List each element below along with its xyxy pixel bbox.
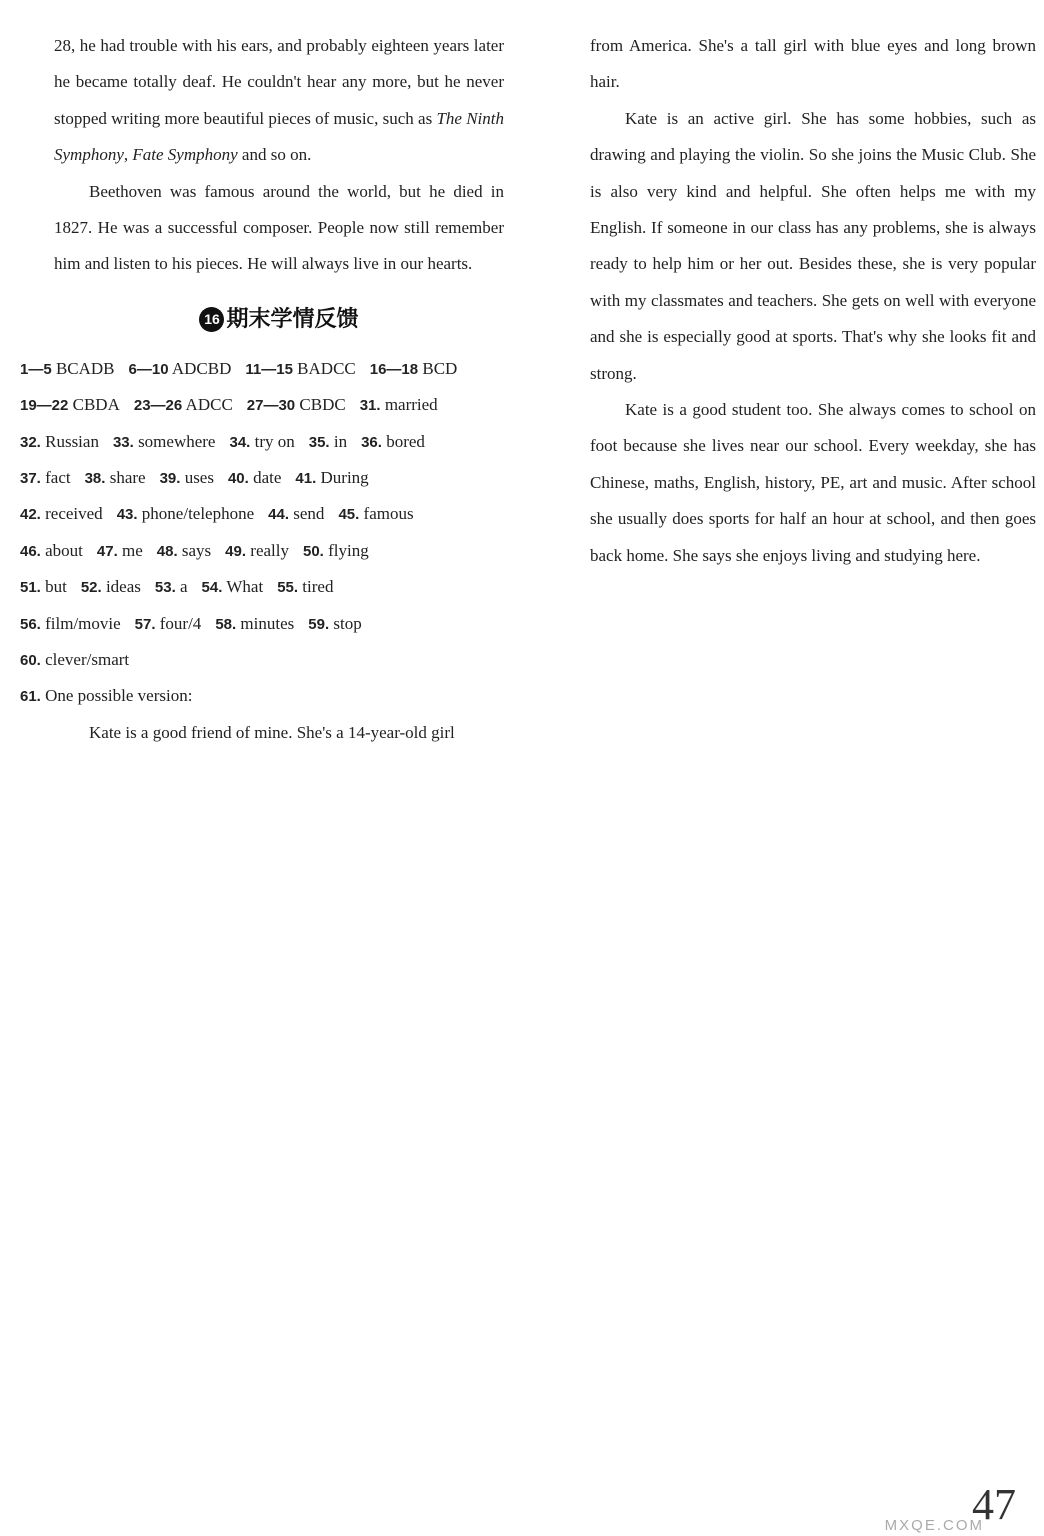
answer-text: famous (363, 504, 414, 524)
answer-line (20, 496, 504, 532)
answer-item (303, 533, 369, 570)
answer-number: 19—22 (20, 397, 69, 415)
section-title: 期末学情反馈 (226, 306, 359, 332)
answer-number: 40. (227, 470, 249, 488)
answer-number: 41. (295, 470, 317, 488)
answer-text: stop (333, 613, 362, 633)
answer-item (117, 496, 254, 533)
answer-number: 42. (20, 506, 41, 524)
paragraph-text-end: and so on. (237, 145, 312, 165)
answer-text: film/movie (45, 613, 121, 633)
answer-number: 37. (20, 470, 41, 488)
left-column (20, 28, 504, 751)
answer-item (309, 424, 347, 461)
page-number: 47 (972, 1480, 1016, 1529)
answer-line (20, 351, 504, 387)
answer-number: 31. (359, 397, 381, 415)
answer-item (81, 569, 141, 606)
answer-number: 11—15 (245, 360, 293, 378)
paragraph-text: 28, he had trouble with his ears, and probably eighteen years later he became totally deaf. He couldn't hear any more, but he never stopped writing more beautiful pieces of music, such as (54, 36, 504, 128)
answer-number: 32. (20, 433, 41, 451)
answer-number: 54. (201, 579, 223, 597)
answer-item (20, 496, 103, 533)
answer-text: received (45, 504, 103, 524)
answer-number: 43. (116, 506, 138, 524)
answer-number: 23—26 (133, 397, 183, 415)
answer-item (20, 533, 83, 570)
answer-item (97, 533, 143, 570)
answer-text: Russian (45, 431, 99, 451)
answer-text: BCADB (55, 358, 115, 378)
paragraph-beethoven-2: Beethoven was famous around the world, but he died in 1827. He was a successful composer. People now still remember him and listen to his pieces. He will always live in our hearts. (54, 181, 504, 274)
answer-text: a (180, 577, 188, 597)
answer-number: 58. (215, 615, 237, 633)
answer-number: 33. (112, 433, 134, 451)
answer-line (20, 533, 504, 569)
answer-number: 57. (134, 615, 156, 633)
answer-text: about (45, 540, 83, 560)
answer-item (225, 533, 289, 570)
answer-text: CBDC (299, 395, 346, 415)
answer-item (268, 496, 324, 533)
answer-item (247, 387, 346, 424)
answer-number: 35. (308, 433, 330, 451)
essay-paragraph-2: Kate is an active girl. She has some hobbies, such as drawing and playing the violin. So she joins the Music Club. She is also very kind and helpful. She often helps me with my English. If someone in our class has any problems, she is always ready to help him or her out. Besides these, she is very popular with my classmates and teachers. She gets on well with everyone and she is especially good at sports. That's why she looks fit and strong. (590, 108, 1036, 383)
answer-item (308, 606, 361, 643)
answer-line (20, 642, 504, 678)
answer-text: One possible version: (45, 686, 193, 706)
answer-text: phone/telephone (141, 504, 255, 524)
answer-number: 44. (268, 506, 290, 524)
answer-item (160, 460, 214, 497)
answer-text: uses (184, 468, 214, 488)
answer-item (129, 351, 232, 388)
answer-item (20, 460, 71, 497)
answer-number: 39. (159, 470, 181, 488)
work-title-ninth: The Ninth Symphony (54, 108, 504, 165)
answer-number: 59. (308, 615, 330, 633)
answer-key (20, 351, 504, 715)
answer-item (20, 678, 192, 715)
answer-item (245, 351, 355, 388)
answer-line (20, 606, 504, 642)
answer-line (20, 569, 504, 605)
answer-number: 61. (20, 688, 41, 706)
answer-number: 56. (20, 615, 41, 633)
answer-item (202, 569, 264, 606)
answer-number: 16—18 (369, 360, 419, 378)
answer-line (20, 387, 504, 423)
answer-item (20, 424, 99, 461)
answer-text: flying (328, 540, 369, 560)
answer-text: share (109, 468, 146, 488)
answer-number: 50. (302, 542, 324, 560)
work-title-fate: Fate Symphony (132, 145, 238, 165)
answer-number: 1—5 (20, 360, 52, 378)
answer-item (113, 424, 216, 461)
answer-text: clever/smart (45, 649, 130, 669)
answer-text: try on (254, 431, 295, 451)
answer-number: 34. (229, 433, 251, 451)
answer-item (134, 387, 233, 424)
answer-number: 36. (361, 433, 382, 451)
answer-number: 27—30 (246, 397, 296, 415)
answer-number: 51. (20, 579, 41, 597)
answer-item (228, 460, 281, 497)
answer-item (155, 569, 188, 606)
answer-text: During (320, 468, 369, 488)
answer-text: ideas (105, 577, 141, 597)
answer-text: really (250, 540, 289, 560)
answer-line (20, 460, 504, 496)
answer-number: 49. (225, 542, 247, 560)
section-number-badge: 16 (199, 307, 224, 332)
answer-item (360, 387, 438, 424)
answer-text: but (45, 577, 67, 597)
essay-paragraph-1-end: from America. She's a tall girl with blue eyes and long brown hair. (590, 36, 1036, 92)
answer-text: ADCC (185, 395, 233, 415)
answer-number: 55. (277, 579, 299, 597)
answer-text: me (122, 540, 143, 560)
answer-item (295, 460, 368, 497)
answer-text: CBDA (72, 395, 120, 415)
answer-text: send (293, 504, 325, 524)
separator: , (123, 145, 133, 165)
answer-number: 38. (84, 470, 106, 488)
answer-text: in (333, 431, 348, 451)
essay-paragraph-3: Kate is a good student too. She always comes to school on foot because she lives near our school. Every weekday, she has Chinese, maths, English, history, PE, art and music. After school she usually does sports for half an hour at school, and then goes back home. She says she enjoys living and studying here. (590, 400, 1036, 565)
answer-item (338, 496, 413, 533)
answer-item (229, 424, 294, 461)
answer-item (20, 387, 120, 424)
answer-item (157, 533, 211, 570)
answer-item (215, 606, 294, 643)
answer-text: somewhere (138, 431, 216, 451)
answer-text: bored (386, 431, 425, 451)
answer-text: married (384, 395, 438, 415)
answer-number: 47. (96, 542, 118, 560)
answer-text: ADCBD (171, 358, 232, 378)
answer-number: 45. (338, 506, 360, 524)
watermark: MXQE.COM (884, 1517, 984, 1534)
answer-number: 6—10 (128, 360, 169, 378)
answer-text: fact (45, 468, 71, 488)
answer-line (20, 678, 504, 714)
answer-number: 52. (80, 579, 102, 597)
answer-item (20, 606, 121, 643)
answer-text: minutes (240, 613, 295, 633)
answer-item (370, 351, 458, 388)
answer-text: What (226, 577, 264, 597)
essay-paragraph-1-start: Kate is a good friend of mine. She's a 14-year-old girl (89, 722, 455, 742)
answer-text: BCD (422, 358, 458, 378)
answer-item (135, 606, 202, 643)
answer-text: BADCC (297, 358, 356, 378)
answer-item (361, 424, 425, 461)
answer-text: four/4 (159, 613, 202, 633)
answer-item (20, 642, 129, 679)
answer-item (20, 351, 115, 388)
answer-line (20, 424, 504, 460)
answer-text: date (253, 468, 282, 488)
right-column (590, 28, 1036, 574)
answer-text: says (181, 540, 212, 560)
answer-number: 53. (154, 579, 176, 597)
answer-item (85, 460, 146, 497)
answer-text: tired (302, 577, 334, 597)
section-heading (54, 301, 504, 339)
answer-number: 46. (20, 542, 41, 560)
answer-number: 48. (156, 542, 178, 560)
answer-item (20, 569, 67, 606)
paragraph-beethoven-1 (54, 28, 504, 174)
answer-number: 60. (20, 651, 41, 669)
answer-item (277, 569, 333, 606)
